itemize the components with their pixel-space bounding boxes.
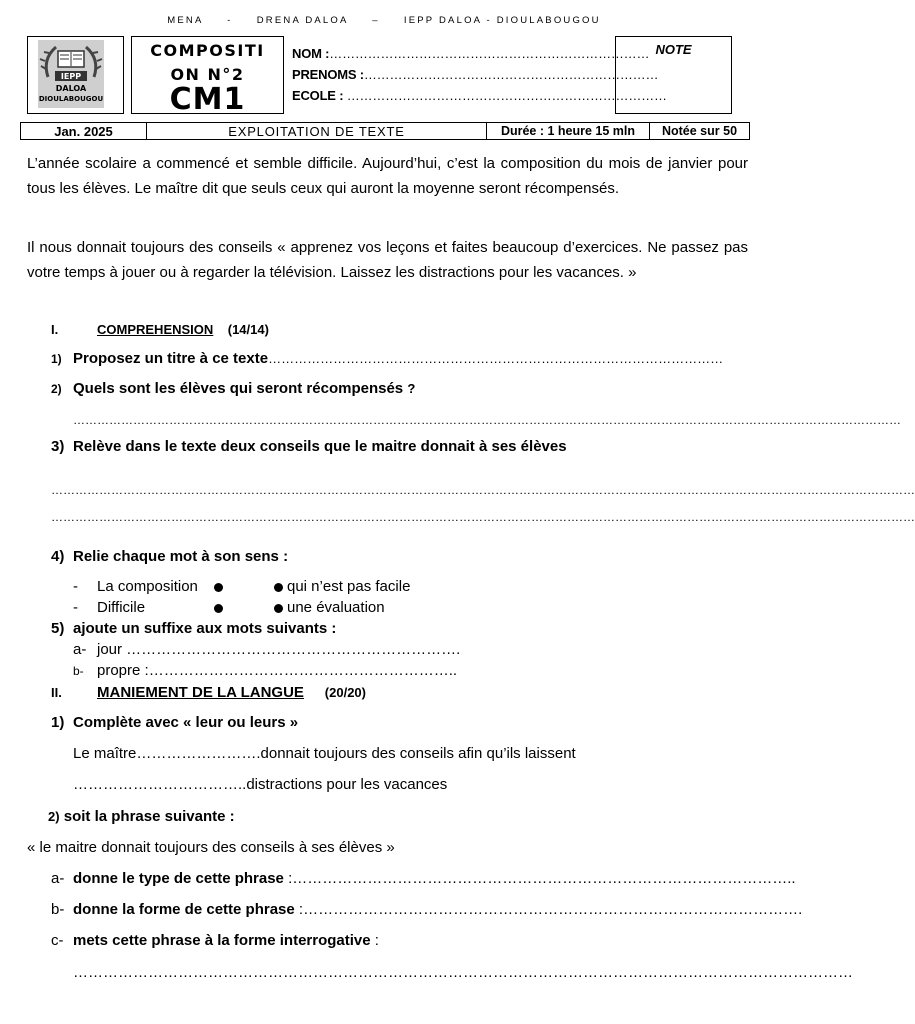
logo-text-line2: DIOULABOUGOU	[38, 95, 104, 103]
iepp-logo	[28, 37, 123, 113]
org-header-line: MENA - DRENA DALOA – IEPP DALOA - DIOULABOUGOU	[167, 15, 601, 26]
q2-text: Quels sont les élèves qui seront récompensés	[73, 380, 408, 397]
title-level: CM1	[169, 82, 246, 117]
q1-answer-dots[interactable]: ……………………………………………………………………………………………	[268, 351, 724, 366]
qb-answer-dots[interactable]: :……………………………………………………………………………………….	[294, 901, 803, 918]
section-2-points: (20/20)	[324, 685, 366, 700]
question-2-2b	[51, 901, 802, 918]
q2-question-mark: ?	[407, 381, 416, 396]
qa-text: donne le type de cette phrase	[73, 870, 284, 887]
q5-b-label: b-	[73, 664, 84, 678]
match-left-1: La composition	[97, 578, 198, 595]
text-paragraph-1: L’année scolaire a commencé et semble difficile. Aujourd’hui, c’est la composition du mois de janvier pour tous les élèves. Le maître dit que seuls ceux qui auront la moyenne seront récompensés.	[27, 155, 748, 197]
q5-number: 5)	[51, 620, 65, 637]
s2-q1-sentence-2[interactable]: ……………………………..distractions pour les vacances	[73, 776, 448, 793]
question-1-2	[51, 380, 415, 397]
question-2-2a	[51, 870, 796, 887]
q4-text: Relie chaque mot à son sens :	[73, 548, 289, 565]
qc-label: c-	[51, 932, 64, 949]
question-2-1	[51, 714, 298, 731]
q5-item-a	[73, 641, 460, 658]
qa-label: a-	[51, 870, 65, 887]
q3-text: Relève dans le texte deux conseils que le maitre donnait à ses élèves	[73, 438, 567, 455]
s2-q1-sentence-1[interactable]: Le maître…………………….donnait toujours des conseils afin qu’ils laissent	[73, 745, 576, 762]
q5-text: ajoute un suffixe aux mots suivants :	[73, 620, 337, 637]
qc-text: mets cette phrase à la forme interrogative	[73, 932, 371, 949]
q3-answer-line-1[interactable]: ………………………………………………………………………………………………………………………………………………………………………………………………	[51, 483, 915, 497]
nom-field[interactable]	[292, 46, 649, 61]
note-box[interactable]	[615, 36, 732, 114]
q5-b-text[interactable]: propre :……………………………………………………..	[97, 662, 458, 679]
question-1-5	[51, 620, 336, 637]
q3-number: 3)	[51, 438, 65, 455]
section-2-heading	[51, 684, 366, 701]
exam-date: Jan. 2025	[21, 123, 147, 139]
question-1-3	[51, 438, 567, 455]
match-right-1: qui n’est pas facile	[287, 578, 411, 595]
info-bar	[20, 122, 750, 140]
s2-q1-number: 1)	[51, 714, 65, 731]
s2-q2-number: 2)	[48, 809, 60, 824]
match-right-2: une évaluation	[287, 599, 385, 616]
subject-title: EXPLOITATION DE TEXTE	[147, 123, 487, 139]
prenoms-field[interactable]	[292, 67, 658, 82]
logo-text-line1: DALOA	[55, 84, 87, 93]
question-2-2c	[51, 932, 379, 949]
section-2-title: MANIEMENT DE LA LANGUE	[97, 684, 304, 701]
question-1-4	[51, 548, 288, 565]
nom-label: NOM :	[292, 46, 330, 61]
title-line1: COMPOSITI	[150, 41, 265, 60]
qa-answer-dots[interactable]: :………………………………………………………………………………………..	[283, 870, 796, 887]
match-left-2: Difficile	[97, 599, 146, 616]
match-dot-left-1[interactable]	[214, 583, 223, 592]
s2-q1-text: Complète avec « leur ou leurs »	[73, 714, 299, 731]
logo-acronym: IEPP	[60, 72, 82, 81]
ecole-label: ECOLE :	[292, 88, 347, 103]
match-row-2: - Difficile	[73, 599, 146, 616]
question-2-2	[48, 808, 235, 825]
section-1-points: (14/14)	[227, 322, 269, 337]
section-1-heading	[51, 322, 269, 337]
q2-answer-line[interactable]: ………………………………………………………………………………………………………………………………………………………………………………………	[73, 413, 901, 427]
title-box	[131, 36, 284, 117]
q2-number: 2)	[51, 382, 62, 396]
match-dot-right-2[interactable]	[274, 604, 283, 613]
section-1-title: COMPREHENSION	[97, 322, 214, 337]
note-label: NOTE	[655, 42, 692, 57]
ecole-field[interactable]	[292, 88, 667, 103]
qb-label: b-	[51, 901, 65, 918]
qc-answer-line[interactable]: …………………………………………………………………………………………………………………………………………	[73, 964, 853, 981]
q1-text: Proposez un titre à ce texte	[73, 350, 269, 367]
match-row-1: - La composition	[73, 578, 198, 595]
exam-duration: Durée : 1 heure 15 mln	[487, 123, 650, 139]
match-dot-left-2[interactable]	[214, 604, 223, 613]
match-dot-right-1[interactable]	[274, 583, 283, 592]
q5-a-label: a-	[73, 641, 87, 658]
exam-grading: Notée sur 50	[661, 124, 738, 138]
section-1-numeral: I.	[51, 322, 59, 337]
q3-answer-line-2[interactable]: ………………………………………………………………………………………………………………………………………………………………………………………………	[51, 510, 915, 524]
q4-number: 4)	[51, 548, 65, 565]
section-2-numeral: II.	[51, 685, 62, 700]
s2-q2-text: soit la phrase suivante :	[59, 808, 235, 825]
question-1-1	[51, 350, 723, 367]
ecole-dots: …………………………………………………………………	[346, 88, 667, 103]
q5-a-text[interactable]: jour ………………………………………………………….	[97, 641, 461, 658]
qb-text: donne la forme de cette phrase	[73, 901, 295, 918]
prenoms-label: PRENOMS :	[292, 67, 364, 82]
text-paragraph-2: Il nous donnait toujours des conseils « apprenez vos leçons et faites beaucoup d’exercices. Ne passez pas votre temps à jouer ou à regarder la télévision. Laissez les distractions pour les vacances. »	[27, 239, 748, 281]
logo-box	[27, 36, 124, 114]
title-line2: ON N°2	[170, 65, 245, 84]
q1-number: 1)	[51, 352, 62, 366]
q5-item-b	[73, 662, 457, 679]
nom-dots: …………………………………………………………………	[329, 46, 650, 61]
given-sentence: « le maitre donnait toujours des conseils à ses élèves »	[27, 839, 395, 856]
prenoms-dots: ……………………………………………………………	[363, 67, 659, 82]
qc-colon: :	[370, 932, 379, 949]
